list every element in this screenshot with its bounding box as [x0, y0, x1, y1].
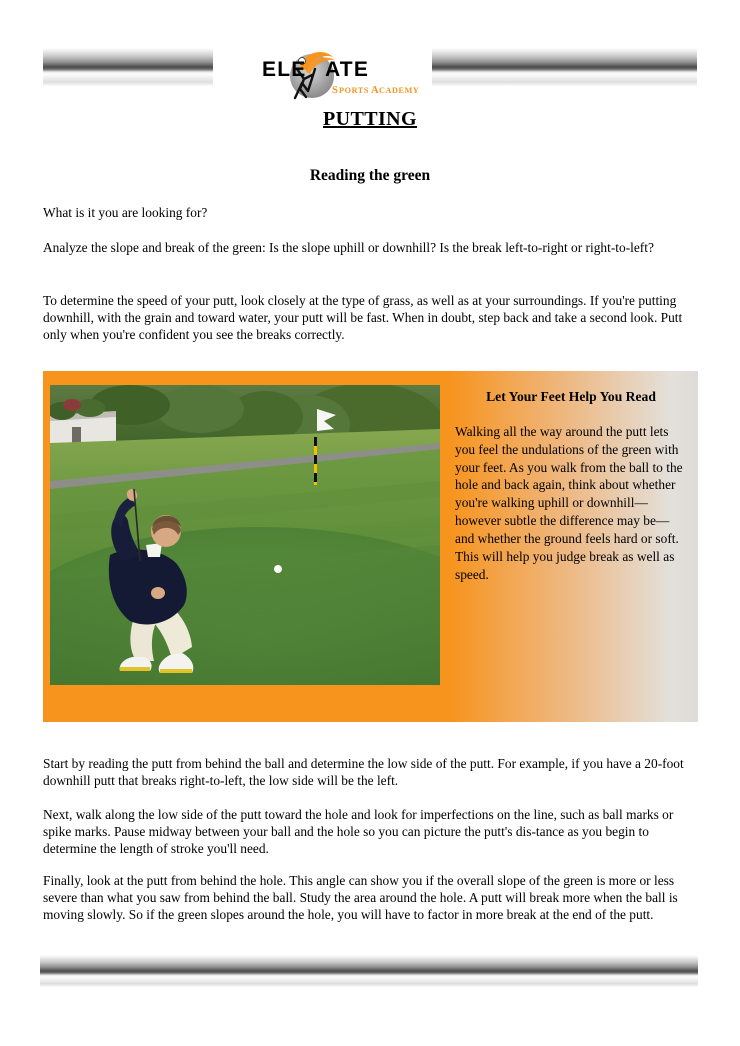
- paragraph-walk-low-side: Next, walk along the low side of the putt toward the hole and look for imperfections on the line, such as ball marks or spike marks. Pause midway between your ball and the hole so you can picture the putt's dis-tance as you begin to determine the length of stroke you'll need.: [43, 807, 674, 857]
- paragraph-low-side: Start by reading the putt from behind the ball and determine the low side of the putt. For example, if you have a 20-foot downhill putt that breaks right-to-left, the low side will be the left.: [43, 756, 684, 789]
- page-title: PUTTING: [323, 108, 417, 130]
- svg-text:CADEMY: CADEMY: [379, 86, 420, 95]
- sidebar-paragraph: Walking all the way around the putt lets you feel the undulations of the green with your feet. As you walk from the ball to the hole and back again, think about whether you're walking uphill or downhill— however subtle the difference may be—and whether the ground feels hard or soft. This will help you judge break as well as speed.: [455, 424, 683, 582]
- svg-text:ATE: ATE: [325, 58, 370, 81]
- paragraph-intro-question: What is it you are looking for?: [43, 205, 208, 220]
- paragraph-analyze-slope: Analyze the slope and break of the green: Is the slope uphill or downhill? Is the break left-to-right or right-to-left?: [43, 240, 654, 255]
- svg-text:PORTS: PORTS: [339, 86, 370, 95]
- section-title: Reading the green: [309, 167, 431, 184]
- paragraph-behind-hole: Finally, look at the putt from behind the hole. This angle can show you if the overall slope of the green is more or less severe than what you saw from behind the ball. Study the area around the hole. A putt will break more when the ball is moving slowly. So if the green slopes around the hole, you will have to factor in more break at the end of the putt.: [43, 873, 678, 923]
- elevate-sports-academy-logo: [240, 45, 440, 105]
- chrome-bar-top-left: [43, 48, 213, 86]
- sidebar-heading: Let Your Feet Help You Read: [486, 389, 656, 404]
- chrome-bar-bottom: [40, 955, 698, 987]
- feature-block: [43, 371, 698, 722]
- feature-sidebar: [455, 389, 687, 709]
- chrome-bar-top-right: [432, 48, 697, 86]
- golf-green-photo: [50, 385, 440, 685]
- paragraph-speed-of-putt: To determine the speed of your putt, look closely at the type of grass, as well as at your surroundings. If you're putting downhill, with the grain and toward water, your putt will be fast. When in doubt, step back and take a second look. Putt only when you're confident you see the breaks correctly.: [43, 293, 683, 343]
- svg-text:S: S: [332, 85, 339, 96]
- svg-text:A: A: [371, 85, 380, 96]
- svg-text:ELE: ELE: [262, 58, 307, 81]
